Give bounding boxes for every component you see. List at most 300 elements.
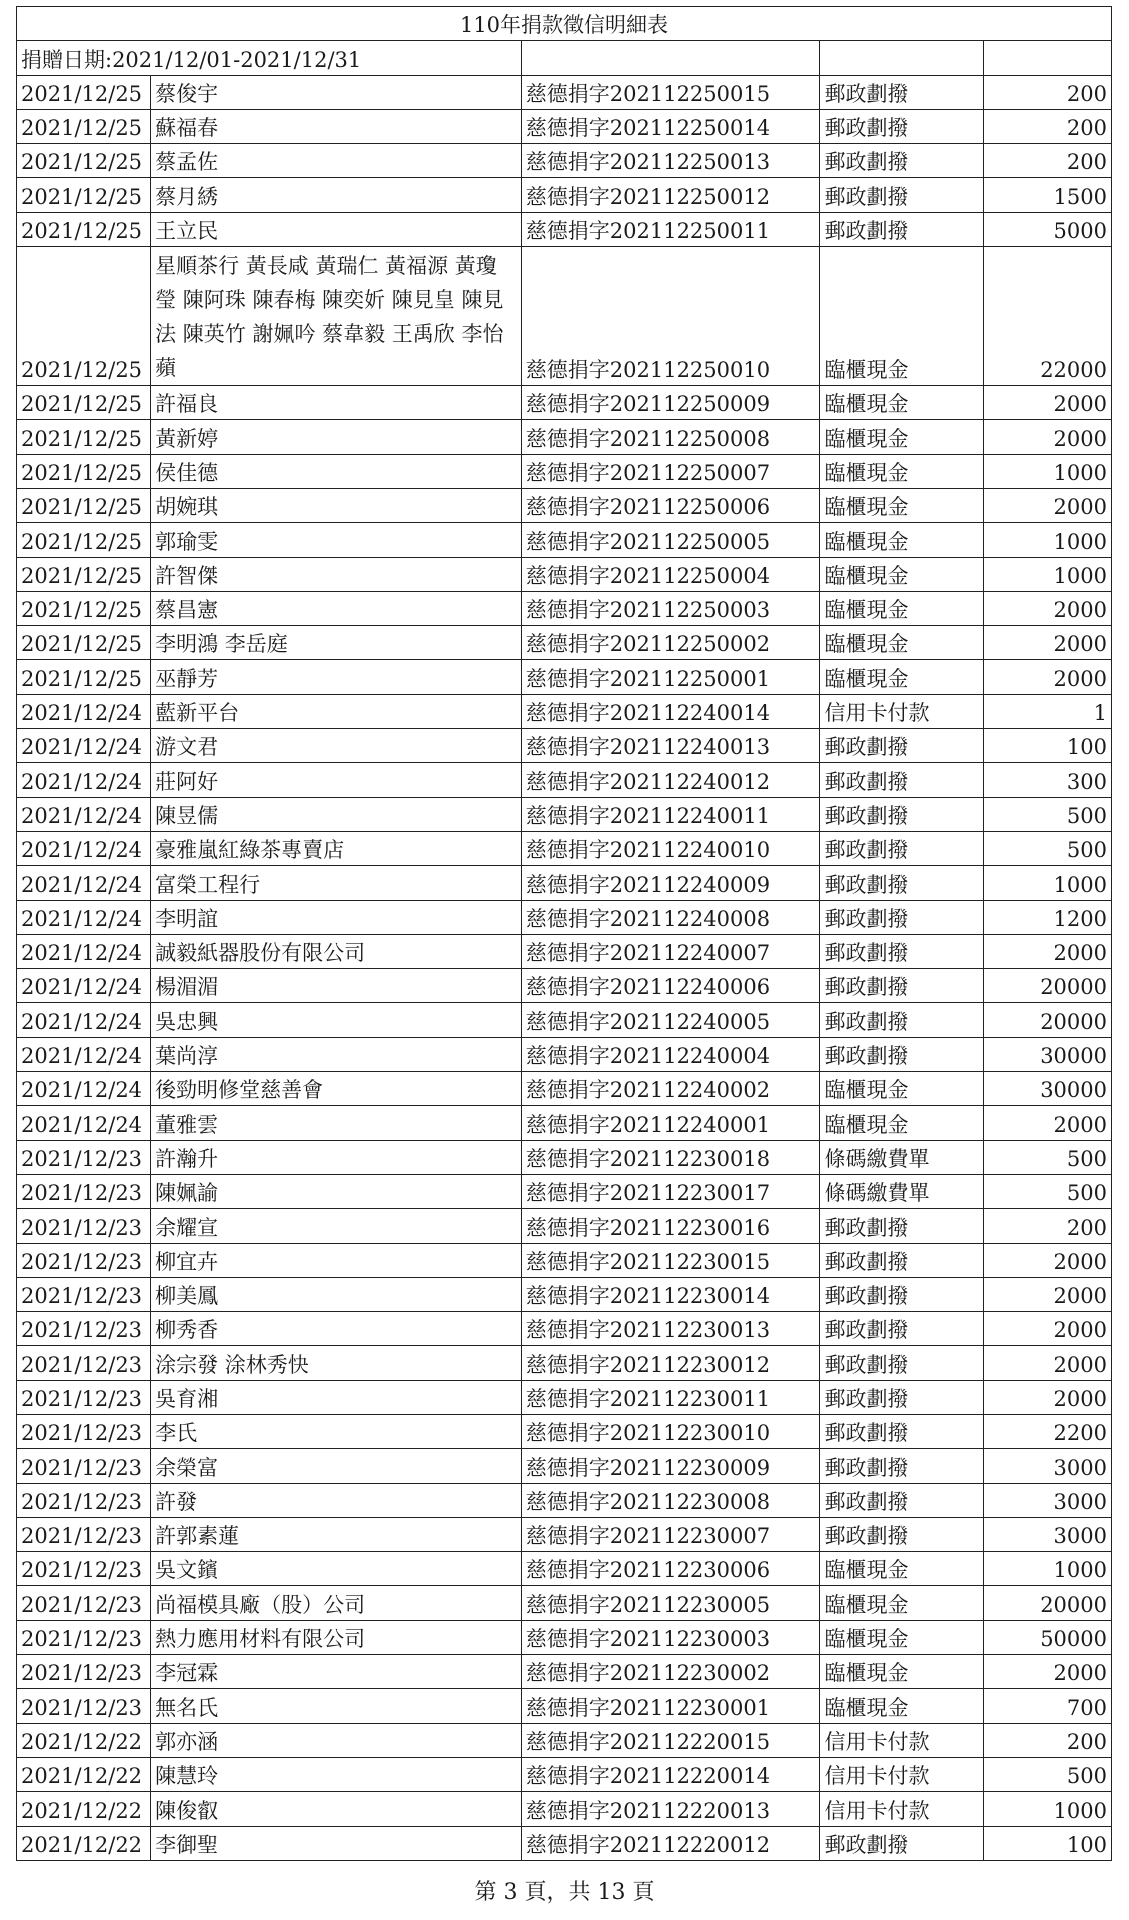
donation-date: 2021/12/24 xyxy=(17,1037,151,1071)
donation-date: 2021/12/23 xyxy=(17,1620,151,1654)
donor-name: 吳文鑌 xyxy=(151,1552,522,1586)
donation-amount: 2000 xyxy=(983,1243,1111,1277)
donor-name: 王立民 xyxy=(151,212,522,246)
payment-method: 郵政劃撥 xyxy=(820,1449,983,1483)
donor-name: 許瀚升 xyxy=(151,1140,522,1174)
donation-amount: 200 xyxy=(983,75,1111,109)
donation-date: 2021/12/24 xyxy=(17,694,151,728)
payment-method: 信用卡付款 xyxy=(820,1723,983,1757)
table-row xyxy=(17,1620,1112,1654)
table-row xyxy=(17,660,1112,694)
donation-date: 2021/12/24 xyxy=(17,831,151,865)
donor-name: 胡婉琪 xyxy=(151,488,522,522)
donation-date: 2021/12/23 xyxy=(17,1655,151,1689)
table-row xyxy=(17,1723,1112,1757)
donation-date: 2021/12/24 xyxy=(17,1106,151,1140)
table-row xyxy=(17,212,1112,246)
donor-name: 楊湄湄 xyxy=(151,969,522,1003)
receipt-number: 慈德捐字202112220014 xyxy=(521,1757,820,1791)
receipt-number: 慈德捐字202112240001 xyxy=(521,1106,820,1140)
payment-method: 臨櫃現金 xyxy=(820,1106,983,1140)
payment-method: 郵政劃撥 xyxy=(820,75,983,109)
payment-method: 郵政劃撥 xyxy=(820,1483,983,1517)
page-indicator: 第 3 頁，共 13 頁 xyxy=(474,1880,655,1905)
donation-amount: 3000 xyxy=(983,1483,1111,1517)
payment-method: 信用卡付款 xyxy=(820,694,983,728)
donor-name: 誠毅紙器股份有限公司 xyxy=(151,934,522,968)
payment-method: 臨櫃現金 xyxy=(820,1586,983,1620)
payment-method: 臨櫃現金 xyxy=(820,420,983,454)
receipt-number: 慈德捐字202112250008 xyxy=(521,420,820,454)
donation-date: 2021/12/23 xyxy=(17,1483,151,1517)
donation-date: 2021/12/24 xyxy=(17,763,151,797)
donation-date: 2021/12/22 xyxy=(17,1723,151,1757)
donation-amount: 100 xyxy=(983,1826,1111,1860)
donor-name: 柳美鳳 xyxy=(151,1277,522,1311)
payment-method: 郵政劃撥 xyxy=(820,1346,983,1380)
donation-date: 2021/12/23 xyxy=(17,1346,151,1380)
donation-amount: 300 xyxy=(983,763,1111,797)
donor-name: 許智傑 xyxy=(151,557,522,591)
table-row xyxy=(17,75,1112,109)
receipt-number: 慈德捐字202112230014 xyxy=(521,1277,820,1311)
payment-method: 郵政劃撥 xyxy=(820,934,983,968)
donation-date: 2021/12/25 xyxy=(17,557,151,591)
donation-amount: 3000 xyxy=(983,1449,1111,1483)
table-row xyxy=(17,831,1112,865)
payment-method: 臨櫃現金 xyxy=(820,454,983,488)
donation-date: 2021/12/23 xyxy=(17,1174,151,1208)
table-row xyxy=(17,1243,1112,1277)
donor-name: 莊阿好 xyxy=(151,763,522,797)
receipt-number: 慈德捐字202112250015 xyxy=(521,75,820,109)
donor-name: 郭瑜雯 xyxy=(151,523,522,557)
donation-date: 2021/12/23 xyxy=(17,1449,151,1483)
donation-date: 2021/12/23 xyxy=(17,1586,151,1620)
receipt-number: 慈德捐字202112250014 xyxy=(521,109,820,143)
payment-method: 臨櫃現金 xyxy=(820,1552,983,1586)
receipt-number: 慈德捐字202112250001 xyxy=(521,660,820,694)
table-row xyxy=(17,934,1112,968)
donation-amount: 2000 xyxy=(983,386,1111,420)
donor-name: 巫靜芳 xyxy=(151,660,522,694)
donation-date: 2021/12/24 xyxy=(17,729,151,763)
payment-method: 郵政劃撥 xyxy=(820,797,983,831)
donor-name: 蔡月綉 xyxy=(151,178,522,212)
receipt-number: 慈德捐字202112250009 xyxy=(521,386,820,420)
table-row xyxy=(17,1552,1112,1586)
donation-amount: 1000 xyxy=(983,454,1111,488)
receipt-number: 慈德捐字202112240012 xyxy=(521,763,820,797)
receipt-number: 慈德捐字202112220015 xyxy=(521,1723,820,1757)
payment-method: 臨櫃現金 xyxy=(820,488,983,522)
payment-method: 郵政劃撥 xyxy=(820,1826,983,1860)
donor-name: 李冠霖 xyxy=(151,1655,522,1689)
receipt-number: 慈德捐字202112230018 xyxy=(521,1140,820,1174)
payment-method: 臨櫃現金 xyxy=(820,247,983,386)
payment-method: 郵政劃撥 xyxy=(820,1277,983,1311)
receipt-number: 慈德捐字202112230002 xyxy=(521,1655,820,1689)
table-row xyxy=(17,247,1112,386)
table-row xyxy=(17,1140,1112,1174)
table-row xyxy=(17,1655,1112,1689)
receipt-number: 慈德捐字202112240011 xyxy=(521,797,820,831)
donation-amount: 1000 xyxy=(983,557,1111,591)
donor-name: 星順茶行 黃長咸 黃瑞仁 黃福源 黃瓊瑩 陳阿珠 陳春梅 陳奕妡 陳見皇 陳見法 陳英竹 謝姵吟 蔡韋毅 王禹欣 李怡蘋 xyxy=(151,247,522,386)
receipt-number: 慈德捐字202112230008 xyxy=(521,1483,820,1517)
donation-amount: 100 xyxy=(983,729,1111,763)
donation-date: 2021/12/23 xyxy=(17,1312,151,1346)
donor-name: 許郭素蓮 xyxy=(151,1517,522,1551)
donor-name: 陳慧玲 xyxy=(151,1757,522,1791)
donor-name: 陳昱儒 xyxy=(151,797,522,831)
donation-date: 2021/12/22 xyxy=(17,1757,151,1791)
donor-name: 葉尚淳 xyxy=(151,1037,522,1071)
donor-name: 藍新平台 xyxy=(151,694,522,728)
receipt-number: 慈德捐字202112240004 xyxy=(521,1037,820,1071)
donation-date: 2021/12/24 xyxy=(17,1072,151,1106)
receipt-number: 慈德捐字202112250007 xyxy=(521,454,820,488)
table-row xyxy=(17,1449,1112,1483)
receipt-number: 慈德捐字202112230009 xyxy=(521,1449,820,1483)
donation-date: 2021/12/23 xyxy=(17,1517,151,1551)
donation-amount: 1200 xyxy=(983,900,1111,934)
receipt-number: 慈德捐字202112230015 xyxy=(521,1243,820,1277)
donation-date: 2021/12/24 xyxy=(17,900,151,934)
table-row xyxy=(17,1277,1112,1311)
donor-name: 後勁明修堂慈善會 xyxy=(151,1072,522,1106)
donation-amount: 2000 xyxy=(983,488,1111,522)
donor-name: 許發 xyxy=(151,1483,522,1517)
table-row xyxy=(17,1174,1112,1208)
table-row xyxy=(17,969,1112,1003)
donation-date: 2021/12/25 xyxy=(17,660,151,694)
receipt-number: 慈德捐字202112240005 xyxy=(521,1003,820,1037)
table-row xyxy=(17,1209,1112,1243)
payment-method: 臨櫃現金 xyxy=(820,660,983,694)
donation-amount: 2000 xyxy=(983,660,1111,694)
table-row xyxy=(17,900,1112,934)
donation-amount: 500 xyxy=(983,1140,1111,1174)
donation-date: 2021/12/24 xyxy=(17,1003,151,1037)
title-row xyxy=(17,7,1112,41)
donor-name: 李御聖 xyxy=(151,1826,522,1860)
donation-amount: 2000 xyxy=(983,1312,1111,1346)
donation-amount: 1000 xyxy=(983,523,1111,557)
donation-date: 2021/12/23 xyxy=(17,1414,151,1448)
payment-method: 郵政劃撥 xyxy=(820,900,983,934)
donation-date: 2021/12/23 xyxy=(17,1243,151,1277)
table-row xyxy=(17,1826,1112,1860)
receipt-number: 慈德捐字202112230012 xyxy=(521,1346,820,1380)
receipt-number: 慈德捐字202112230010 xyxy=(521,1414,820,1448)
table-row xyxy=(17,1346,1112,1380)
payment-method: 郵政劃撥 xyxy=(820,178,983,212)
table-row xyxy=(17,1757,1112,1791)
payment-method: 信用卡付款 xyxy=(820,1792,983,1826)
payment-method: 郵政劃撥 xyxy=(820,1414,983,1448)
donation-amount: 500 xyxy=(983,1174,1111,1208)
donor-name: 吳忠興 xyxy=(151,1003,522,1037)
donation-amount: 200 xyxy=(983,1209,1111,1243)
donor-name: 陳俊叡 xyxy=(151,1792,522,1826)
table-row xyxy=(17,420,1112,454)
donation-date: 2021/12/25 xyxy=(17,420,151,454)
donation-ledger-table xyxy=(16,6,1112,1861)
donation-date: 2021/12/25 xyxy=(17,75,151,109)
donation-date: 2021/12/25 xyxy=(17,109,151,143)
donor-name: 熱力應用材料有限公司 xyxy=(151,1620,522,1654)
donor-name: 許福良 xyxy=(151,386,522,420)
donation-amount: 1500 xyxy=(983,178,1111,212)
receipt-number: 慈德捐字202112240006 xyxy=(521,969,820,1003)
table-row xyxy=(17,488,1112,522)
receipt-number: 慈德捐字202112230001 xyxy=(521,1689,820,1723)
donation-amount: 20000 xyxy=(983,1586,1111,1620)
donor-name: 蔡俊宇 xyxy=(151,75,522,109)
receipt-number: 慈德捐字202112250006 xyxy=(521,488,820,522)
donation-date: 2021/12/25 xyxy=(17,488,151,522)
ledger-body xyxy=(17,7,1112,1861)
period-blank-cell xyxy=(983,41,1111,75)
table-row xyxy=(17,1003,1112,1037)
table-row xyxy=(17,694,1112,728)
donor-name: 董雅雲 xyxy=(151,1106,522,1140)
payment-method: 郵政劃撥 xyxy=(820,1312,983,1346)
receipt-number: 慈德捐字202112250002 xyxy=(521,626,820,660)
receipt-number: 慈德捐字202112240002 xyxy=(521,1072,820,1106)
donation-amount: 2200 xyxy=(983,1414,1111,1448)
receipt-number: 慈德捐字202112250004 xyxy=(521,557,820,591)
donation-date: 2021/12/25 xyxy=(17,247,151,386)
payment-method: 臨櫃現金 xyxy=(820,591,983,625)
table-row xyxy=(17,1380,1112,1414)
donor-name: 蘇福春 xyxy=(151,109,522,143)
table-row xyxy=(17,1792,1112,1826)
table-row xyxy=(17,454,1112,488)
donor-name: 豪雅嵐紅綠茶專賣店 xyxy=(151,831,522,865)
donor-name: 李明誼 xyxy=(151,900,522,934)
table-row xyxy=(17,729,1112,763)
payment-method: 郵政劃撥 xyxy=(820,1003,983,1037)
table-row xyxy=(17,1106,1112,1140)
donor-name: 余榮富 xyxy=(151,1449,522,1483)
receipt-number: 慈德捐字202112230016 xyxy=(521,1209,820,1243)
table-row xyxy=(17,866,1112,900)
sheet-title: 110年捐款徵信明細表 xyxy=(17,7,1112,41)
donation-amount: 200 xyxy=(983,109,1111,143)
payment-method: 條碼繳費單 xyxy=(820,1174,983,1208)
receipt-number: 慈德捐字202112250010 xyxy=(521,247,820,386)
receipt-number: 慈德捐字202112250012 xyxy=(521,178,820,212)
receipt-number: 慈德捐字202112240008 xyxy=(521,900,820,934)
donation-amount: 200 xyxy=(983,1723,1111,1757)
receipt-number: 慈德捐字202112240009 xyxy=(521,866,820,900)
donation-amount: 2000 xyxy=(983,591,1111,625)
donor-name: 蔡孟佐 xyxy=(151,144,522,178)
donor-name: 黃新婷 xyxy=(151,420,522,454)
donation-date: 2021/12/23 xyxy=(17,1209,151,1243)
receipt-number: 慈德捐字202112250011 xyxy=(521,212,820,246)
receipt-number: 慈德捐字202112230017 xyxy=(521,1174,820,1208)
donation-date: 2021/12/24 xyxy=(17,934,151,968)
donation-amount: 1000 xyxy=(983,1792,1111,1826)
donor-name: 柳秀香 xyxy=(151,1312,522,1346)
donor-name: 郭亦涵 xyxy=(151,1723,522,1757)
payment-method: 郵政劃撥 xyxy=(820,109,983,143)
receipt-number: 慈德捐字202112250013 xyxy=(521,144,820,178)
payment-method: 信用卡付款 xyxy=(820,1757,983,1791)
receipt-number: 慈德捐字202112230007 xyxy=(521,1517,820,1551)
table-row xyxy=(17,1517,1112,1551)
donation-amount: 500 xyxy=(983,1757,1111,1791)
donation-date: 2021/12/22 xyxy=(17,1826,151,1860)
table-row xyxy=(17,523,1112,557)
receipt-number: 慈德捐字202112230013 xyxy=(521,1312,820,1346)
payment-method: 臨櫃現金 xyxy=(820,1072,983,1106)
payment-method: 條碼繳費單 xyxy=(820,1140,983,1174)
donor-name: 侯佳德 xyxy=(151,454,522,488)
donation-date: 2021/12/25 xyxy=(17,591,151,625)
payment-method: 臨櫃現金 xyxy=(820,1655,983,1689)
receipt-number: 慈德捐字202112230005 xyxy=(521,1586,820,1620)
donor-name: 涂宗發 涂林秀快 xyxy=(151,1346,522,1380)
payment-method: 郵政劃撥 xyxy=(820,831,983,865)
receipt-number: 慈德捐字202112220013 xyxy=(521,1792,820,1826)
receipt-number: 慈德捐字202112230011 xyxy=(521,1380,820,1414)
receipt-number: 慈德捐字202112230003 xyxy=(521,1620,820,1654)
donation-amount: 50000 xyxy=(983,1620,1111,1654)
payment-method: 郵政劃撥 xyxy=(820,763,983,797)
donation-date: 2021/12/25 xyxy=(17,178,151,212)
receipt-number: 慈德捐字202112240014 xyxy=(521,694,820,728)
table-row xyxy=(17,144,1112,178)
donation-amount: 2000 xyxy=(983,1106,1111,1140)
table-row xyxy=(17,1483,1112,1517)
donation-amount: 200 xyxy=(983,144,1111,178)
table-row xyxy=(17,178,1112,212)
table-row xyxy=(17,763,1112,797)
donation-date: 2021/12/25 xyxy=(17,212,151,246)
donation-amount: 2000 xyxy=(983,626,1111,660)
payment-method: 郵政劃撥 xyxy=(820,866,983,900)
donation-date: 2021/12/23 xyxy=(17,1277,151,1311)
donation-amount: 30000 xyxy=(983,1037,1111,1071)
donation-amount: 2000 xyxy=(983,934,1111,968)
table-row xyxy=(17,1689,1112,1723)
table-row xyxy=(17,797,1112,831)
table-row xyxy=(17,109,1112,143)
donation-amount: 20000 xyxy=(983,1003,1111,1037)
donation-amount: 22000 xyxy=(983,247,1111,386)
donor-name: 李明鴻 李岳庭 xyxy=(151,626,522,660)
receipt-number: 慈德捐字202112240010 xyxy=(521,831,820,865)
donation-date: 2021/12/25 xyxy=(17,523,151,557)
payment-method: 郵政劃撥 xyxy=(820,729,983,763)
donation-amount: 1000 xyxy=(983,1552,1111,1586)
donation-amount: 3000 xyxy=(983,1517,1111,1551)
donation-amount: 2000 xyxy=(983,1346,1111,1380)
period-blank-cell xyxy=(521,41,820,75)
donation-date: 2021/12/24 xyxy=(17,797,151,831)
donation-amount: 1000 xyxy=(983,866,1111,900)
payment-method: 臨櫃現金 xyxy=(820,1620,983,1654)
donation-date: 2021/12/24 xyxy=(17,969,151,1003)
payment-method: 臨櫃現金 xyxy=(820,1689,983,1723)
donor-name: 游文君 xyxy=(151,729,522,763)
donation-date: 2021/12/25 xyxy=(17,386,151,420)
receipt-number: 慈德捐字202112220012 xyxy=(521,1826,820,1860)
receipt-number: 慈德捐字202112250003 xyxy=(521,591,820,625)
receipt-number: 慈德捐字202112250005 xyxy=(521,523,820,557)
donation-amount: 700 xyxy=(983,1689,1111,1723)
donation-amount: 1 xyxy=(983,694,1111,728)
payment-method: 郵政劃撥 xyxy=(820,1209,983,1243)
donor-name: 柳宜卉 xyxy=(151,1243,522,1277)
donor-name: 吳育湘 xyxy=(151,1380,522,1414)
donation-amount: 2000 xyxy=(983,1277,1111,1311)
donation-amount: 500 xyxy=(983,831,1111,865)
payment-method: 臨櫃現金 xyxy=(820,626,983,660)
donation-amount: 2000 xyxy=(983,1655,1111,1689)
payment-method: 郵政劃撥 xyxy=(820,969,983,1003)
donation-date: 2021/12/22 xyxy=(17,1792,151,1826)
donor-name: 陳姵諭 xyxy=(151,1174,522,1208)
receipt-number: 慈德捐字202112240007 xyxy=(521,934,820,968)
payment-method: 郵政劃撥 xyxy=(820,1243,983,1277)
donation-date: 2021/12/25 xyxy=(17,144,151,178)
donation-date: 2021/12/23 xyxy=(17,1380,151,1414)
donation-period: 捐贈日期:2021/12/01-2021/12/31 xyxy=(17,41,522,75)
table-row xyxy=(17,386,1112,420)
table-row xyxy=(17,626,1112,660)
payment-method: 郵政劃撥 xyxy=(820,212,983,246)
payment-method: 臨櫃現金 xyxy=(820,386,983,420)
payment-method: 臨櫃現金 xyxy=(820,557,983,591)
donor-name: 富榮工程行 xyxy=(151,866,522,900)
payment-method: 郵政劃撥 xyxy=(820,1517,983,1551)
donor-name: 尚福模具廠（股）公司 xyxy=(151,1586,522,1620)
donation-amount: 5000 xyxy=(983,212,1111,246)
payment-method: 郵政劃撥 xyxy=(820,1037,983,1071)
period-row xyxy=(17,41,1112,75)
donor-name: 無名氏 xyxy=(151,1689,522,1723)
donation-amount: 2000 xyxy=(983,1380,1111,1414)
payment-method: 郵政劃撥 xyxy=(820,144,983,178)
donation-amount: 20000 xyxy=(983,969,1111,1003)
table-row xyxy=(17,1586,1112,1620)
donor-name: 余耀宣 xyxy=(151,1209,522,1243)
table-row xyxy=(17,557,1112,591)
table-row xyxy=(17,1312,1112,1346)
donation-date: 2021/12/23 xyxy=(17,1689,151,1723)
donation-amount: 30000 xyxy=(983,1072,1111,1106)
donation-date: 2021/12/23 xyxy=(17,1552,151,1586)
donation-date: 2021/12/23 xyxy=(17,1140,151,1174)
donation-amount: 500 xyxy=(983,797,1111,831)
donation-date: 2021/12/25 xyxy=(17,626,151,660)
receipt-number: 慈德捐字202112240013 xyxy=(521,729,820,763)
donation-date: 2021/12/24 xyxy=(17,866,151,900)
payment-method: 臨櫃現金 xyxy=(820,523,983,557)
receipt-number: 慈德捐字202112230006 xyxy=(521,1552,820,1586)
table-row xyxy=(17,1414,1112,1448)
period-blank-cell xyxy=(820,41,983,75)
donation-date: 2021/12/25 xyxy=(17,454,151,488)
payment-method: 郵政劃撥 xyxy=(820,1380,983,1414)
donor-name: 蔡昌憲 xyxy=(151,591,522,625)
table-row xyxy=(17,1037,1112,1071)
